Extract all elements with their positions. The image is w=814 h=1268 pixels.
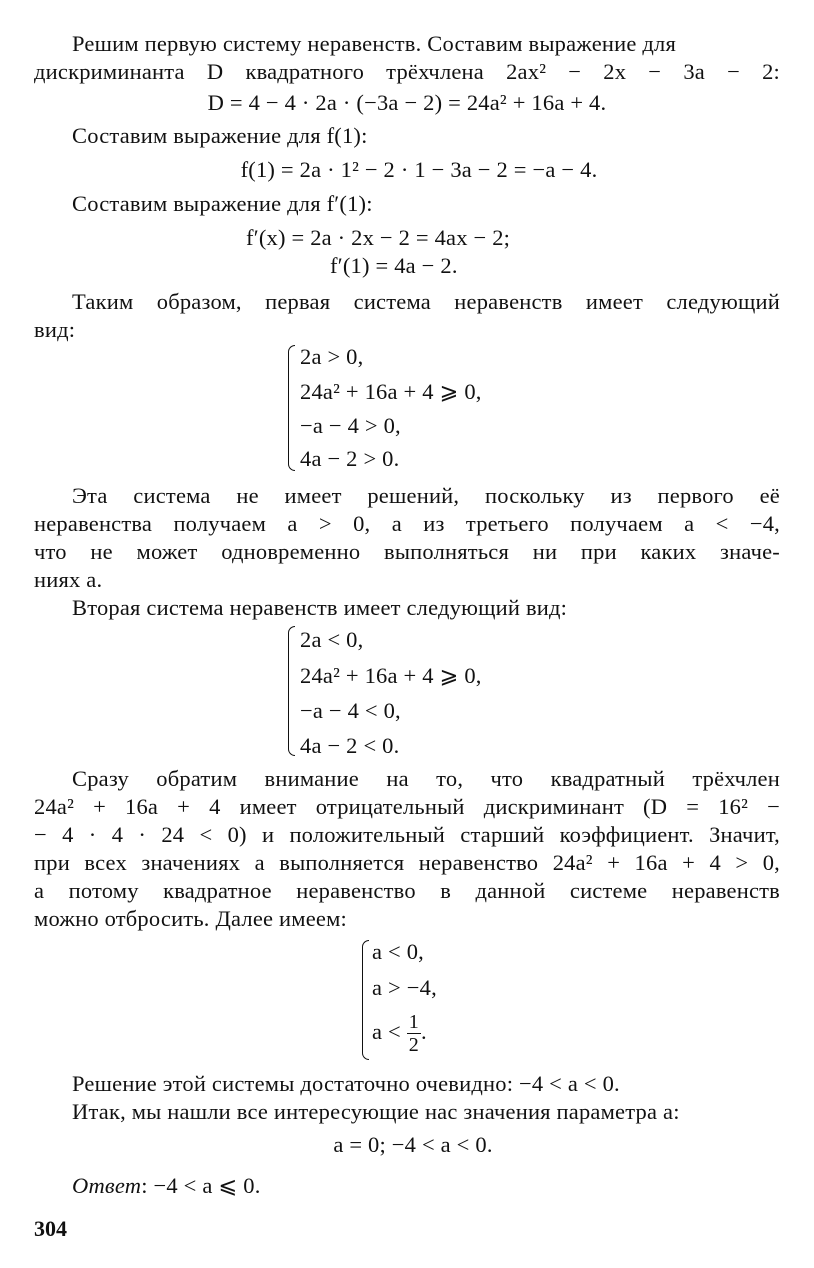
system3-line: a < 0, — [372, 939, 425, 964]
system2-line: 4a − 2 < 0. — [300, 733, 400, 758]
fraction — [407, 1011, 421, 1056]
text-line: Составим выражение для f(1): — [72, 123, 368, 148]
fraction-numerator: 1 — [408, 1011, 419, 1034]
system1-line: 4a − 2 > 0. — [300, 446, 400, 471]
system-brace — [288, 345, 295, 471]
system2-line: −a − 4 < 0, — [300, 698, 401, 723]
formula-fprime-x: f′(x) = 2a · 2x − 2 = 4ax − 2; — [246, 225, 511, 250]
text-line: дискриминанта D квадратного трёхчлена 2ax² − 2x − 3a − 2: — [34, 59, 780, 84]
text-line: Решение этой системы достаточно очевидно: −4 < a < 0. — [72, 1071, 620, 1096]
text-line: Эта система не имеет решений, поскольку из первого её — [72, 483, 780, 508]
system-brace — [288, 626, 295, 756]
text-line: что не может одновременно выполняться ни при каких значе- — [34, 539, 780, 564]
system1-line: 2a > 0, — [300, 344, 364, 369]
page-number: 304 — [34, 1216, 67, 1241]
system2-line: 2a < 0, — [300, 627, 364, 652]
text-line: Итак, мы нашли все интересующие нас значения параметра a: — [72, 1099, 680, 1124]
text-line: можно отбросить. Далее имеем: — [34, 906, 347, 931]
text-line: неравенства получаем a > 0, а из третьего получаем a < −4, — [34, 511, 780, 536]
text-line: ниях a. — [34, 567, 103, 592]
text-line: а потому квадратное неравенство в данной системе неравенств — [34, 878, 780, 903]
text-line: Решим первую систему неравенств. Составим выражение для — [72, 31, 677, 56]
system1-line: −a − 4 > 0, — [300, 413, 401, 438]
formula-final: a = 0; −4 < a < 0. — [333, 1132, 493, 1157]
text-line: вид: — [34, 317, 76, 342]
text-line: Сразу обратим внимание на то, что квадратный трёхчлен — [72, 766, 780, 791]
fraction-denominator: 2 — [408, 1034, 419, 1057]
text-line: Вторая система неравенств имеет следующий вид: — [72, 595, 568, 620]
system2-line: 24a² + 16a + 4 ⩾ 0, — [300, 663, 482, 688]
system3-line-suffix: . — [420, 1019, 427, 1044]
system-brace — [362, 940, 369, 1060]
system1-line: 24a² + 16a + 4 ⩾ 0, — [300, 379, 482, 404]
system3-line — [372, 1008, 427, 1056]
text-line: − 4 · 4 · 24 < 0) и положительный старший коэффициент. Значит, — [34, 822, 780, 847]
formula-f1: f(1) = 2a · 1² − 2 · 1 − 3a − 2 = −a − 4. — [240, 157, 598, 182]
text-line: 24a² + 16a + 4 имеет отрицательный дискриминант (D = 16² − — [34, 794, 780, 819]
answer-label: Ответ — [72, 1173, 142, 1198]
system3-line-prefix: a < — [372, 1019, 401, 1044]
text-line: при всех значениях a выполняется неравенство 24a² + 16a + 4 > 0, — [34, 850, 780, 875]
answer-line — [72, 1172, 261, 1200]
formula-discriminant: D = 4 − 4 · 2a · (−3a − 2) = 24a² + 16a + 4. — [207, 90, 607, 115]
formula-fprime-1: f′(1) = 4a − 2. — [330, 253, 458, 278]
text-line: Составим выражение для f′(1): — [72, 191, 373, 216]
answer-value: : −4 < a ⩽ 0. — [141, 1173, 261, 1198]
system3-line: a > −4, — [372, 975, 437, 1000]
text-line: Таким образом, первая система неравенств имеет следующий — [72, 289, 780, 314]
